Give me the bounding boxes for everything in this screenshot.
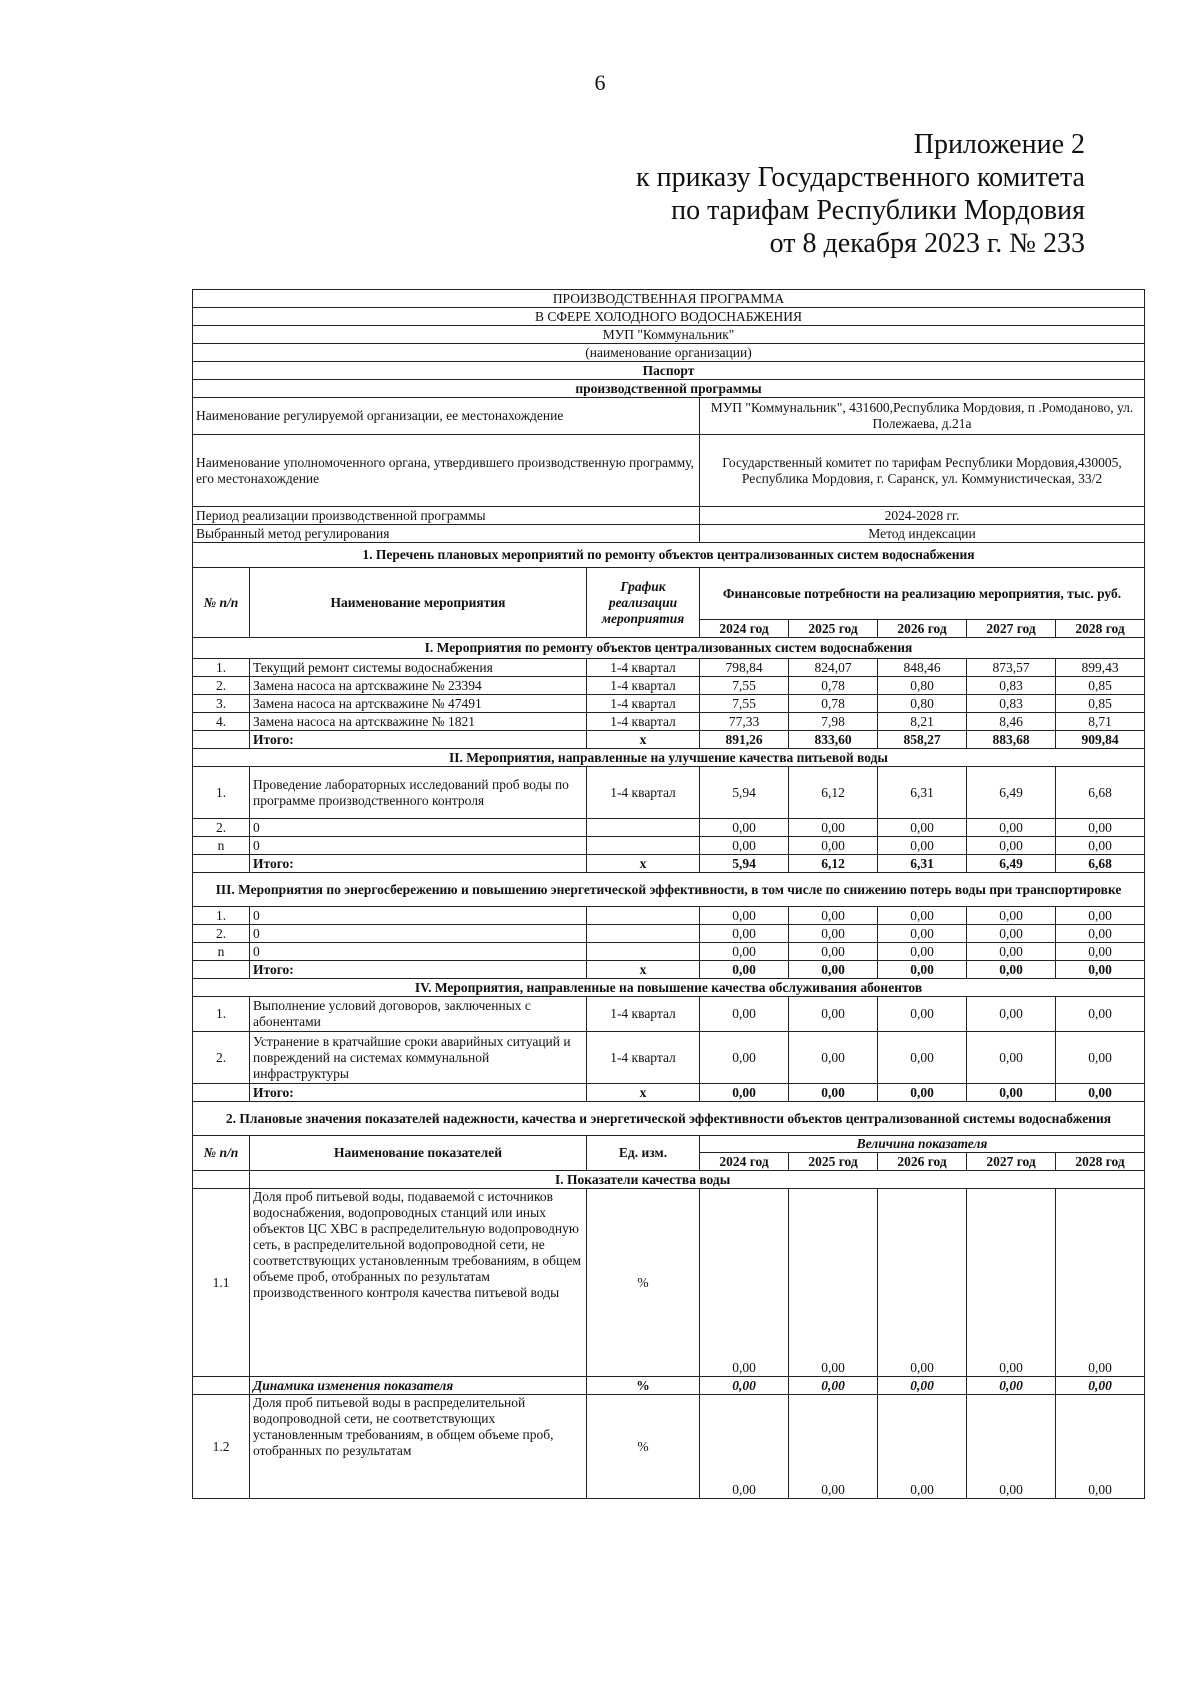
row-number [193,855,250,873]
row-number: 4. [193,713,250,731]
appendix-line: по тарифам Республики Мордовия [671,195,1085,226]
appendix-line: к приказу Государственного комитета [636,162,1085,193]
value-cell: 0,00 [700,907,789,925]
passport-label: Наименование регулируемой организации, ее местонахождение [193,398,700,435]
schedule-cell [587,943,700,961]
unit-cell: % [587,1189,700,1377]
table-row [193,767,1145,819]
schedule-cell: x [587,961,700,979]
program-subtitle: В СФЕРЕ ХОЛОДНОГО ВОДОСНАБЖЕНИЯ [193,308,1145,326]
passport-label: Выбранный метод регулирования [193,525,700,543]
value-cell: 6,12 [789,767,878,819]
row-number: 1.1 [193,1189,250,1377]
appendix-header [636,128,1085,260]
value-cell: 0,00 [878,907,967,925]
page-number: 6 [594,70,606,95]
organization-note: (наименование организации) [193,344,1145,362]
value-cell: 0,00 [1056,907,1145,925]
value-cell: 0,00 [967,1032,1056,1084]
row-number [193,1084,250,1102]
schedule-cell: x [587,731,700,749]
dynamics-value: 0,00 [967,1377,1056,1395]
value-cell: 0,83 [967,677,1056,695]
value-cell: 0,00 [700,819,789,837]
dynamics-value: 0,00 [878,1377,967,1395]
total-value: 883,68 [967,731,1056,749]
value-cell: 0,80 [878,695,967,713]
value-cell: 0,00 [700,1032,789,1084]
dynamics-value: 0,00 [789,1377,878,1395]
value-cell: 0,00 [967,997,1056,1032]
value-cell: 0,00 [878,997,967,1032]
value-cell: 0,00 [878,1189,967,1377]
total-value: 858,27 [878,731,967,749]
table-row [193,925,1145,943]
total-value: 0,00 [967,961,1056,979]
row-number [193,731,250,749]
table-row [193,659,1145,677]
table-row [193,1032,1145,1084]
row-number: n [193,943,250,961]
schedule-cell: 1-4 квартал [587,1032,700,1084]
value-cell: 0,00 [878,1395,967,1499]
value-cell: 0,00 [967,925,1056,943]
schedule-cell [587,907,700,925]
col-schedule-header: График реализации мероприятия [587,568,700,638]
schedule-cell: x [587,855,700,873]
total-row [193,1084,1145,1102]
row-number: 1. [193,907,250,925]
total-value: 0,00 [789,961,878,979]
value-cell: 0,00 [1056,1395,1145,1499]
schedule-cell [587,925,700,943]
measure-name: Замена насоса на артскважине № 1821 [250,713,587,731]
total-value: 5,94 [700,855,789,873]
value-cell: 0,00 [1056,837,1145,855]
measure-name: 0 [250,925,587,943]
group-title: II. Мероприятия, направленные на улучшение качества питьевой воды [193,749,1145,767]
value-cell: 0,00 [878,837,967,855]
value-cell: 0,00 [700,997,789,1032]
year-header: 2026 год [878,620,967,638]
row-number [193,1171,250,1189]
passport-label: Период реализации производственной программы [193,507,700,525]
passport-value: Государственный комитет по тарифам Республики Мордовия,430005, Республика Мордовия, г. Саранск, ул. Коммунистическая, 33/2 [700,435,1145,507]
value-cell: 7,55 [700,677,789,695]
value-cell: 8,71 [1056,713,1145,731]
value-cell: 0,00 [700,1395,789,1499]
value-cell: 0,78 [789,695,878,713]
total-value: 0,00 [1056,961,1145,979]
indicator-name: Доля проб питьевой воды в распределительной водопроводной сети, не соответствующих установленным требованиям, в общем объеме проб, отобранных по результатам [250,1395,587,1499]
group-title: IV. Мероприятия, направленные на повышение качества обслуживания абонентов [193,979,1145,997]
value-cell: 0,00 [700,925,789,943]
total-value: 6,12 [789,855,878,873]
total-value: 0,00 [878,961,967,979]
dynamics-value: 0,00 [700,1377,789,1395]
value-cell: 77,33 [700,713,789,731]
appendix-line: от 8 декабря 2023 г. № 233 [769,228,1085,259]
value-cell: 0,00 [878,1032,967,1084]
col-name-header: Наименование мероприятия [250,568,587,638]
value-cell: 0,00 [1056,1189,1145,1377]
total-value: 891,26 [700,731,789,749]
value-cell: 0,85 [1056,695,1145,713]
total-label: Итого: [250,731,587,749]
schedule-cell [587,837,700,855]
year-header: 2028 год [1056,620,1145,638]
year-header: 2026 год [878,1153,967,1171]
table-row [193,695,1145,713]
dynamics-row [193,1377,1145,1395]
year-header: 2025 год [789,620,878,638]
total-value: 6,49 [967,855,1056,873]
passport-value: 2024-2028 гг. [700,507,1145,525]
value-cell: 0,00 [878,819,967,837]
total-label: Итого: [250,961,587,979]
row-number [193,1377,250,1395]
total-value: 0,00 [700,961,789,979]
passport-row [193,525,1145,543]
measure-name: 0 [250,943,587,961]
section1-title: 1. Перечень плановых мероприятий по ремонту объектов централизованных систем водоснабжения [193,543,1145,568]
passport-row [193,435,1145,507]
col-unit-header: Ед. изм. [587,1136,700,1171]
year-header: 2027 год [967,620,1056,638]
measure-name: Текущий ремонт системы водоснабжения [250,659,587,677]
value-cell: 0,00 [789,819,878,837]
value-cell: 0,00 [789,943,878,961]
value-cell: 7,55 [700,695,789,713]
total-value: 6,31 [878,855,967,873]
value-cell: 0,00 [967,1395,1056,1499]
unit-cell: % [587,1395,700,1499]
year-header: 2025 год [789,1153,878,1171]
value-cell: 0,83 [967,695,1056,713]
table-row [193,943,1145,961]
measure-name: Выполнение условий договоров, заключенных с абонентами [250,997,587,1032]
value-cell: 0,00 [700,837,789,855]
schedule-cell: 1-4 квартал [587,659,700,677]
total-value: 0,00 [1056,1084,1145,1102]
value-cell: 7,98 [789,713,878,731]
total-row [193,961,1145,979]
value-cell: 0,00 [789,1032,878,1084]
table-row [193,837,1145,855]
measure-name: 0 [250,837,587,855]
value-cell: 0,00 [1056,943,1145,961]
col-number-header: № п/п [193,568,250,638]
program-table [192,289,1145,1499]
passport-value: МУП "Коммунальник", 431600,Республика Мордовия, п .Ромоданово, ул. Полежаева, д.21а [700,398,1145,435]
row-number: 3. [193,695,250,713]
value-cell: 0,00 [700,943,789,961]
value-cell: 8,21 [878,713,967,731]
group-title: I. Мероприятия по ремонту объектов централизованных систем водоснабжения [193,638,1145,659]
value-cell: 0,00 [878,925,967,943]
total-value: 0,00 [700,1084,789,1102]
value-cell: 0,00 [789,1189,878,1377]
value-cell: 8,46 [967,713,1056,731]
row-number: 2. [193,925,250,943]
value-cell: 6,49 [967,767,1056,819]
value-cell: 824,07 [789,659,878,677]
indicator-name: Доля проб питьевой воды, подаваемой с источников водоснабжения, водопроводных станций или иных объектов ЦС ХВС в распределительную водопроводную сеть, в распределительной водопроводной сети, не соответствующих установленным требованиям, в общем объеме проб, отобранных по результатам производственного контроля качества питьевой воды [250,1189,587,1377]
value-cell: 6,31 [878,767,967,819]
row-number: 1. [193,997,250,1032]
year-header: 2024 год [700,620,789,638]
schedule-cell: 1-4 квартал [587,997,700,1032]
total-value: 0,00 [878,1084,967,1102]
col-value-header: Величина показателя [700,1136,1145,1153]
col-financial-header: Финансовые потребности на реализацию мероприятия, тыс. руб. [700,568,1145,620]
measure-name: Замена насоса на артскважине № 47491 [250,695,587,713]
value-cell: 0,00 [789,907,878,925]
value-cell: 848,46 [878,659,967,677]
row-number: 2. [193,819,250,837]
value-cell: 873,57 [967,659,1056,677]
value-cell: 0,00 [967,819,1056,837]
unit-cell: % [587,1377,700,1395]
value-cell: 0,85 [1056,677,1145,695]
value-cell: 0,00 [967,1189,1056,1377]
value-cell: 0,78 [789,677,878,695]
row-number: 2. [193,1032,250,1084]
value-cell: 0,00 [967,943,1056,961]
value-cell: 0,00 [789,997,878,1032]
col-indicator-header: Наименование показателей [250,1136,587,1171]
passport-label: Наименование уполномоченного органа, утвердившего производственную программу, его местонахождение [193,435,700,507]
total-value: 6,68 [1056,855,1145,873]
total-row [193,731,1145,749]
row-number: n [193,837,250,855]
table-row [193,997,1145,1032]
appendix-line: Приложение 2 [913,129,1085,160]
value-cell: 0,00 [1056,925,1145,943]
organization-name: МУП "Коммунальник" [193,326,1145,344]
row-number [193,961,250,979]
passport-title: Паспорт [193,362,1145,380]
indicator-row [193,1189,1145,1377]
row-number: 1. [193,767,250,819]
production-program-table [192,289,1144,1499]
dynamics-value: 0,00 [1056,1377,1145,1395]
total-value: 833,60 [789,731,878,749]
indicator-row [193,1395,1145,1499]
total-value: 0,00 [967,1084,1056,1102]
row-number: 1. [193,659,250,677]
value-cell: 0,00 [1056,819,1145,837]
schedule-cell: 1-4 квартал [587,767,700,819]
value-cell: 0,00 [789,837,878,855]
group-title: I. Показатели качества воды [250,1171,1145,1189]
value-cell: 0,00 [1056,997,1145,1032]
row-number: 2. [193,677,250,695]
passport-row [193,398,1145,435]
year-header: 2024 год [700,1153,789,1171]
schedule-cell: 1-4 квартал [587,695,700,713]
value-cell: 798,84 [700,659,789,677]
table-row [193,677,1145,695]
program-title: ПРОИЗВОДСТВЕННАЯ ПРОГРАММА [193,290,1145,308]
table-row [193,713,1145,731]
measure-name: Проведение лабораторных исследований проб воды по программе производственного контроля [250,767,587,819]
passport-subtitle: производственной программы [193,380,1145,398]
measure-name: 0 [250,907,587,925]
schedule-cell: 1-4 квартал [587,677,700,695]
measure-name: Замена насоса на артскважине № 23394 [250,677,587,695]
table-row [193,819,1145,837]
row-number: 1.2 [193,1395,250,1499]
section2-title: 2. Плановые значения показателей надежности, качества и энергетической эффективности объектов централизованной системы водоснабжения [193,1102,1145,1136]
value-cell: 899,43 [1056,659,1145,677]
measure-name: 0 [250,819,587,837]
total-value: 909,84 [1056,731,1145,749]
schedule-cell: x [587,1084,700,1102]
value-cell: 5,94 [700,767,789,819]
value-cell: 0,00 [967,837,1056,855]
year-header: 2027 год [967,1153,1056,1171]
value-cell: 0,80 [878,677,967,695]
value-cell: 0,00 [700,1189,789,1377]
schedule-cell [587,819,700,837]
total-label: Итого: [250,855,587,873]
table-row [193,907,1145,925]
value-cell: 0,00 [1056,1032,1145,1084]
dynamics-label: Динамика изменения показателя [250,1377,587,1395]
value-cell: 0,00 [967,907,1056,925]
schedule-cell: 1-4 квартал [587,713,700,731]
value-cell: 6,68 [1056,767,1145,819]
measure-name: Устранение в кратчайшие сроки аварийных ситуаций и повреждений на системах коммунальной инфраструктуры [250,1032,587,1084]
group-title: III. Мероприятия по энергосбережению и повышению энергетической эффективности, в том числе по снижению потерь воды при транспортировке [193,873,1145,907]
total-label: Итого: [250,1084,587,1102]
total-value: 0,00 [789,1084,878,1102]
total-row [193,855,1145,873]
value-cell: 0,00 [789,925,878,943]
value-cell: 0,00 [789,1395,878,1499]
year-header: 2028 год [1056,1153,1145,1171]
col-number-header: № п/п [193,1136,250,1171]
value-cell: 0,00 [878,943,967,961]
passport-value: Метод индексации [700,525,1145,543]
passport-row [193,507,1145,525]
